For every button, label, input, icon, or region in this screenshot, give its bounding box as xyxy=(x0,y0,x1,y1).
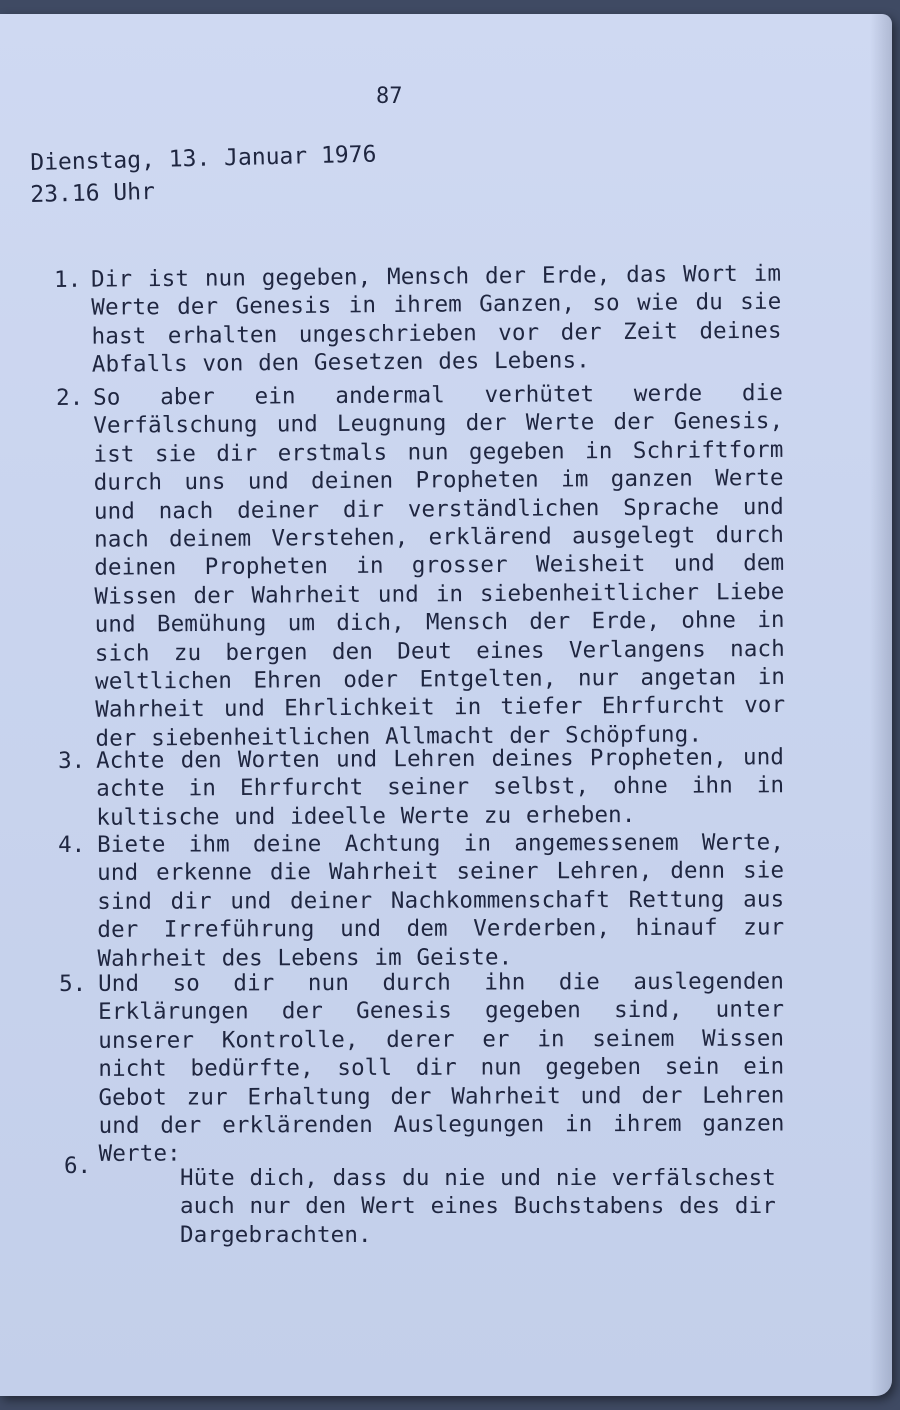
paragraph-number: 4. xyxy=(58,831,86,858)
paragraph-text: So aber ein andermal verhütet werde die Verfälschung und Leugnung der Werte der Genesis, ist sie dir erstmals nun gegeben in Schriftform durch uns und deinen Propheten im ganzen Werte und nach deiner dir verständlichen Sprache und nach deinem Verstehen, erklärend ausgelegt durch deinen Propheten in grosser Weisheit und dem Wissen der Wahrheit und in siebenheitlicher Liebe und Bemühung um dich, Mensch der Erde, ohne in sich zu bergen den Deut eines Verlangens nach weltlichen Ehren oder Entgelten, nur angetan in Wahrheit und Ehrlichkeit in tiefer Ehrfurcht vor der siebenheitlichen Allmacht der Schöpfung. xyxy=(93,379,786,752)
paragraph-text: Hüte dich, dass du nie und nie verfälschest auch nur den Wert eines Buchstabens des dir Dargebrachten. xyxy=(180,1165,776,1248)
date-heading: Dienstag, 13. Januar 1976 xyxy=(30,141,377,176)
paragraph-number: 2. xyxy=(56,384,84,411)
page-number: 87 xyxy=(376,84,403,109)
book-page xyxy=(0,14,892,1396)
time-heading: 23.16 Uhr xyxy=(30,178,156,208)
paragraph-text: Biete ihm deine Achtung in angemessenem Werte, und erkenne die Wahrheit seiner Lehren, denn sie sind dir und deiner Nachkommenschaft Rettung aus der Irreführung und dem Verderben, hinauf zur Wahrheit des Lebens im Geiste. xyxy=(97,829,785,972)
numbered-paragraph xyxy=(56,379,786,752)
paragraph-number: 1. xyxy=(54,266,82,293)
paragraph-number: 6. xyxy=(64,1153,92,1179)
numbered-paragraph xyxy=(54,260,784,378)
paragraph-text: Dir ist nun gegeben, Mensch der Erde, das Wort im Werte der Genesis in ihrem Ganzen, so wie du sie hast erhalten ungeschrieben vor der Zeit deines Abfalls von den Gesetzen des Lebens. xyxy=(91,260,782,378)
paragraph-number: 3. xyxy=(58,747,86,774)
paragraph-text: Und so dir nun durch ihn die auslegenden Erklärungen der Genesis gegeben sind, unter unserer Kontrolle, derer er in seinem Wissen nicht bedürfte, soll dir nun gegeben sein ein Gebot zur Erhaltung der Wahrheit und der Lehren und der erklärenden Auslegungen in ihrem ganzen Werte: xyxy=(98,968,785,1168)
paragraph-text: Achte den Worten und Lehren deines Propheten, und achte in Ehrfurcht seiner selbst, ohne ihn in kultische und ideelle Werte zu erheben. xyxy=(96,744,785,831)
paragraph-number: 5. xyxy=(59,970,87,997)
